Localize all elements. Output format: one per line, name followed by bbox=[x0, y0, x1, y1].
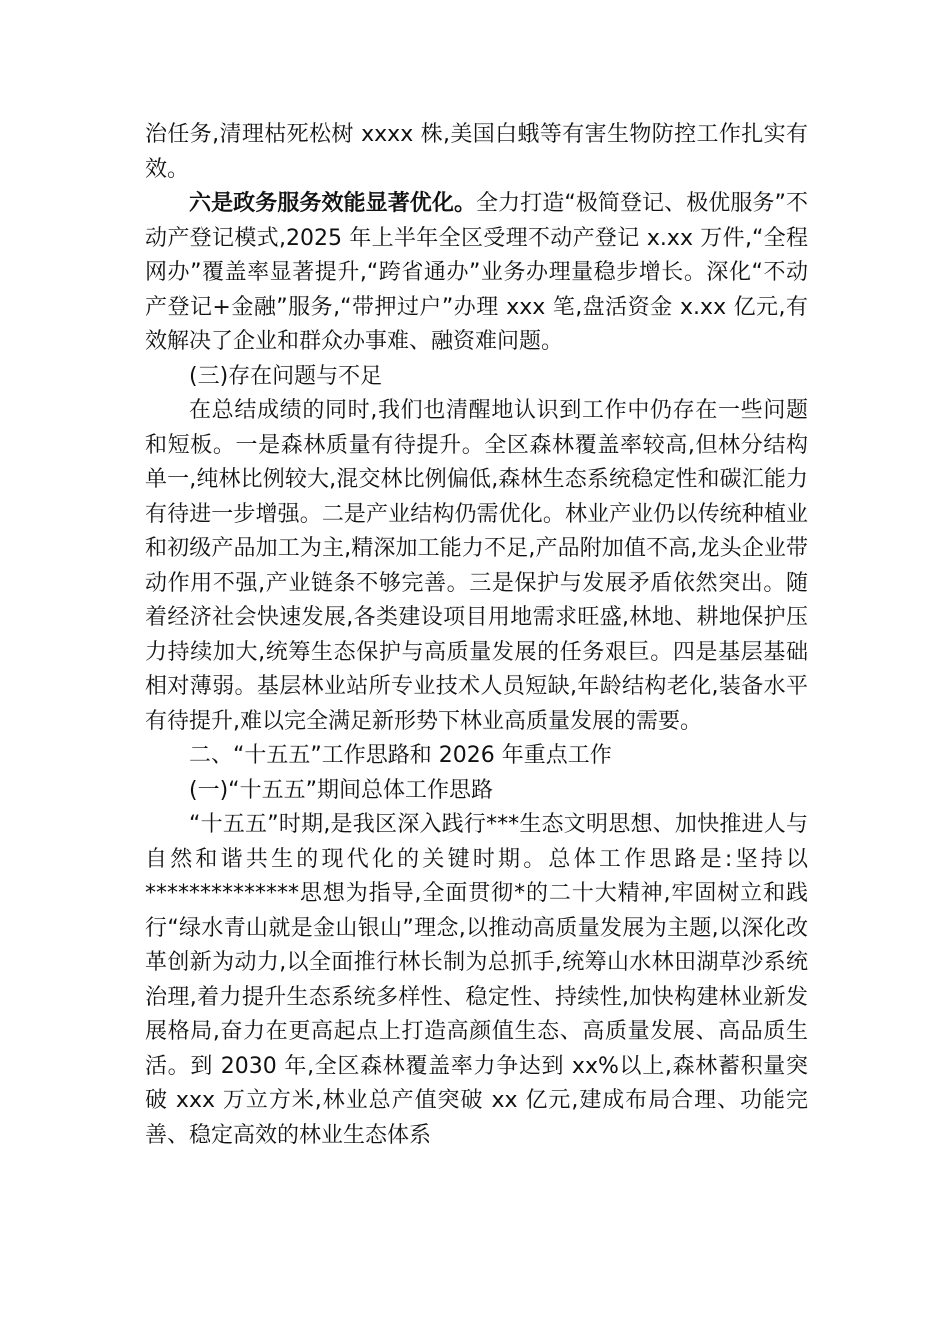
section-heading-overall-thinking: (一)“十五五”期间总体工作思路 bbox=[189, 777, 493, 803]
chapter-heading-plan: 二、“十五五”工作思路和 2026 年重点工作 bbox=[189, 743, 612, 768]
paragraph-continuation: 治任务,清理枯死松树 xxxx 株,美国白蛾等有害生物防控工作扎实有效。 bbox=[145, 122, 808, 182]
section-heading-problems: (三)存在问题与不足 bbox=[189, 363, 383, 389]
paragraph-problems: 在总结成绩的同时,我们也清醒地认识到工作中仍存在一些问题和短板。一是森林质量有待提升。全区森林覆盖率较高,但林分结构单一,纯林比例较大,混交林比例偏低,森林生态系统稳定性和碳汇能力有待进一步增强。二是产业结构仍需优化。林业产业仍以传统种植业和初级产品加工为主,精深加工能力不足,产品附加值不高,龙头企业带动作用不强,产业链条不够完善。三是保护与发展矛盾依然突出。随着经济社会快速发展,各类建设项目用地需求旺盛,林地、耕地保护压力持续加大,统筹生态保护与高质量发展的任务艰巨。四是基层基础相对薄弱。基层林业站所专业技术人员短缺,年龄结构老化,装备水平有待提升,难以完全满足新形势下林业高质量发展的需要。 bbox=[145, 398, 808, 734]
paragraph-body: 全力打造“极简登记、极优服务”不动产登记模式,2025 年上半年全区受理不动产登记 x.xx 万件,“全程网办”覆盖率显著提升,“跨省通办”业务办理量稳步增长。深化“不动产登记+金融”服务,“带押过户”办理 xxx 笔,盘活资金 x.xx 亿元,有效解决了企业和群众办事难、融资难问题。 bbox=[145, 191, 808, 354]
document-body bbox=[145, 118, 808, 1153]
paragraph-lead: 六是政务服务效能显著优化。 bbox=[189, 191, 477, 216]
paragraph-government-service bbox=[145, 187, 808, 360]
paragraph-overall-thinking: “十五五”时期,是我区深入践行***生态文明思想、加快推进人与自然和谐共生的现代化的关键时期。总体工作思路是:坚持以**************思想为指导,全面贯彻*的二十大精神,牢固树立和践行“绿水青山就是金山银山”理念,以推动高质量发展为主题,以深化改革创新为动力,以全面推行林长制为总抓手,统筹山水林田湖草沙系统治理,着力提升生态系统多样性、稳定性、持续性,加快构建林业新发展格局,奋力在更高起点上打造高颜值生态、高质量发展、高品质生活。到 2030 年,全区森林覆盖率力争达到 xx%以上,森林蓄积量突破 xxx 万立方米,林业总产值突破 xx 亿元,建成布局合理、功能完善、稳定高效的林业生态体系 bbox=[145, 812, 808, 1148]
